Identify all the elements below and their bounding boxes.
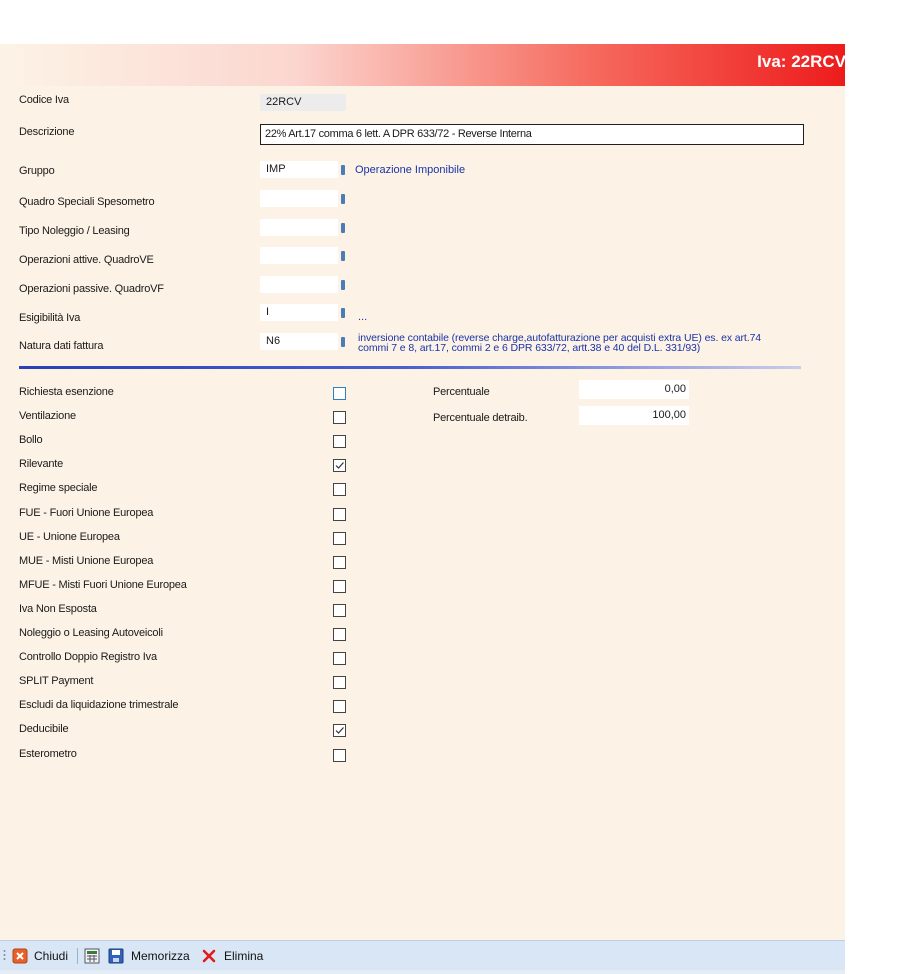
esigibilita-input[interactable] [260,304,338,321]
quadro-speciali-label: Quadro Speciali Spesometro [19,196,155,208]
elimina-button[interactable] [201,948,263,964]
op-passive-input[interactable] [260,276,338,293]
codice-iva-label: Codice Iva [19,94,69,106]
checkbox[interactable] [333,483,346,496]
save-icon [108,948,124,964]
memorizza-button[interactable] [108,948,190,964]
checkmark-icon [334,460,345,471]
op-attive-lookup-button[interactable] [341,251,345,261]
header-bar [0,44,845,86]
checkbox-label: FUE - Fuori Unione Europea [19,507,154,519]
checkbox-label: Ventilazione [19,410,76,422]
percentuale-value: 0,00 [664,383,686,395]
checkbox-label: Richiesta esenzione [19,386,114,398]
chiudi-button[interactable] [12,948,68,964]
checkbox-label: Esterometro [19,748,77,760]
percentuale-input[interactable] [579,380,689,399]
natura-description-line2: commi 7 e 8, art.17, commi 2 e 6 DPR 633/72, artt.38 e 40 del D.L. 331/93) [358,342,701,354]
calculator-icon [84,948,100,964]
natura-label: Natura dati fattura [19,340,104,352]
toolbar [0,940,845,971]
checkbox-label: UE - Unione Europea [19,531,120,543]
checkmark-icon [334,725,345,736]
checkbox[interactable] [333,652,346,665]
checkbox[interactable] [333,604,346,617]
checkbox[interactable] [333,459,346,472]
chiudi-label: Chiudi [34,949,69,963]
quadro-speciali-input[interactable] [260,190,338,207]
percentuale-detraib-input[interactable] [579,406,689,425]
checkbox[interactable] [333,387,346,400]
gruppo-lookup-button[interactable] [341,165,345,175]
checkbox[interactable] [333,556,346,569]
descrizione-label: Descrizione [19,126,75,138]
checkbox[interactable] [333,435,346,448]
tipo-noleggio-lookup-button[interactable] [341,223,345,233]
elimina-label: Elimina [224,949,264,963]
percentuale-label: Percentuale [433,386,490,398]
checkbox[interactable] [333,411,346,424]
checkbox-label: Noleggio o Leasing Autoveicoli [19,627,163,639]
natura-lookup-button[interactable] [341,337,345,347]
quadro-speciali-lookup-button[interactable] [341,194,345,204]
checkbox[interactable] [333,532,346,545]
esigibilita-label: Esigibilità Iva [19,312,81,324]
checkbox-label: Deducibile [19,723,69,735]
op-attive-input[interactable] [260,247,338,264]
gruppo-input[interactable] [260,161,338,178]
descrizione-value: 22% Art.17 comma 6 lett. A DPR 633/72 - Reverse Interna [265,128,532,140]
op-passive-lookup-button[interactable] [341,280,345,290]
checkbox-label: SPLIT Payment [19,675,94,687]
section-divider [19,366,801,369]
gruppo-description: Operazione Imponibile [355,164,466,176]
status-bar [0,970,845,974]
toolbar-separator [77,948,78,964]
checkbox-label: Controllo Doppio Registro Iva [19,651,157,663]
checkbox[interactable] [333,676,346,689]
checkbox-label: Escludi da liquidazione trimestrale [19,699,179,711]
checkbox[interactable] [333,580,346,593]
esigibilita-lookup-button[interactable] [341,308,345,318]
checkbox-label: Rilevante [19,458,64,470]
form-panel [0,44,845,940]
percentuale-detraib-value: 100,00 [652,409,686,421]
natura-description [358,333,761,353]
codice-iva-field [260,94,346,111]
gruppo-label: Gruppo [19,165,55,177]
checkbox-label: MUE - Misti Unione Europea [19,555,154,567]
tipo-noleggio-label: Tipo Noleggio / Leasing [19,225,130,237]
checkbox[interactable] [333,749,346,762]
delete-icon [201,948,217,964]
percentuale-detraib-label: Percentuale detraib. [433,412,528,424]
natura-description-line1: inversione contabile (reverse charge,autofatturazione per acquisti extra UE) es. ex art.74 [358,332,762,344]
natura-value: N6 [266,335,281,347]
checkbox[interactable] [333,508,346,521]
esigibilita-value: I [266,306,270,318]
natura-input[interactable] [260,333,338,350]
descrizione-input[interactable] [260,124,804,145]
gruppo-value: IMP [266,163,286,175]
codice-iva-value: 22RCV [266,96,302,108]
checkbox-label: Bollo [19,434,43,446]
close-icon [12,948,28,964]
op-passive-label: Operazioni passive. QuadroVF [19,283,164,295]
checkbox-label: Iva Non Esposta [19,603,97,615]
checkbox[interactable] [333,628,346,641]
page-title: Iva: 22RCV [757,52,846,71]
tipo-noleggio-input[interactable] [260,219,338,236]
checkbox-label: MFUE - Misti Fuori Unione Europea [19,579,187,591]
memorizza-label: Memorizza [131,949,190,963]
calculator-button[interactable] [84,948,100,964]
esigibilita-description: ... [358,311,368,323]
checkbox-label: Regime speciale [19,482,98,494]
toolbar-grip [3,949,6,963]
grip-icon [3,949,6,963]
op-attive-label: Operazioni attive. QuadroVE [19,254,154,266]
checkbox[interactable] [333,724,346,737]
checkbox[interactable] [333,700,346,713]
